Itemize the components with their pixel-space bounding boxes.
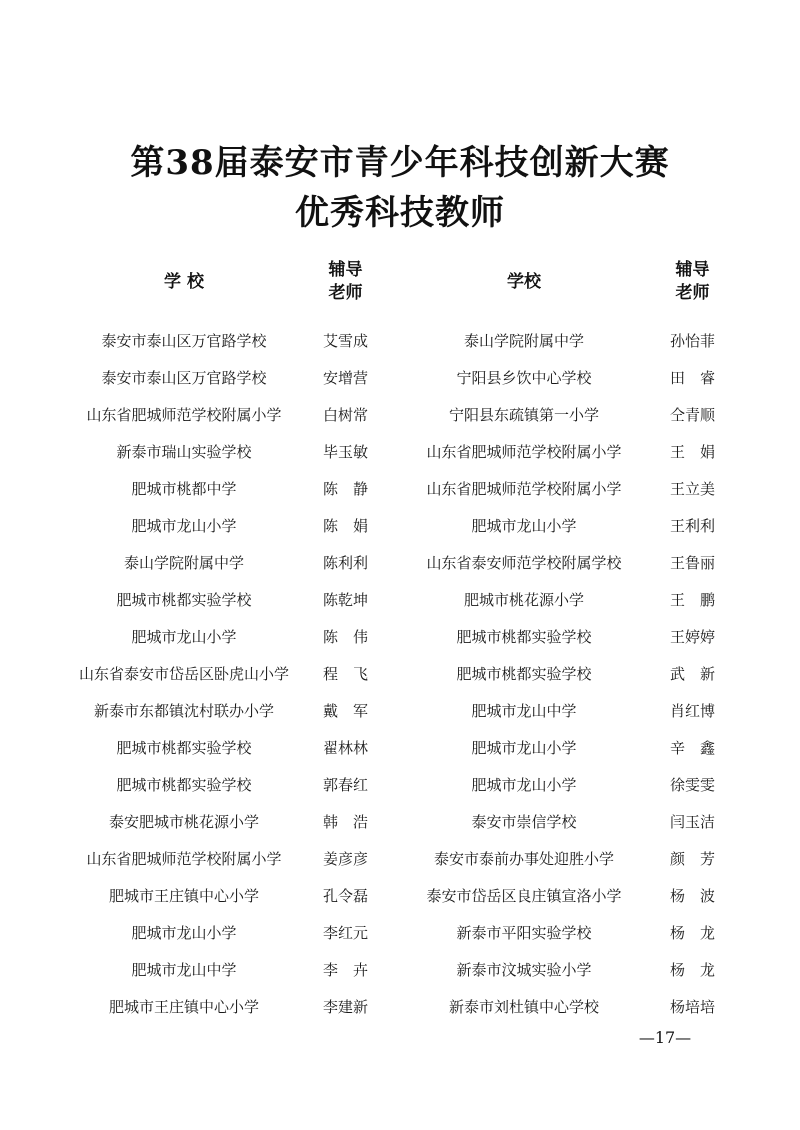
teacher-right-cell: 杨 波 [669, 887, 715, 905]
teacher-left-cell: 毕玉敏 [322, 443, 368, 461]
teacher-left-cell: 陈乾坤 [322, 591, 368, 609]
school-right-cell: 山东省肥城师范学校附属小学 [426, 443, 622, 461]
school-right-cell: 宁阳县东疏镇第一小学 [448, 406, 599, 424]
teacher-roster-table [70, 252, 730, 1025]
school-right-cell: 宁阳县乡饮中心学校 [456, 369, 592, 387]
school-left-cell: 肥城市龙山中学 [131, 961, 237, 979]
table-row [70, 988, 730, 1025]
teacher-right-cell: 王 娟 [669, 443, 715, 461]
teacher-left-cell: 李 卉 [322, 961, 368, 979]
teacher-right-cell: 肖红博 [669, 702, 715, 720]
teacher-left-cell: 翟林林 [322, 739, 368, 757]
teacher-right-cell: 颜 芳 [669, 850, 715, 868]
school-left-cell: 泰安肥城市桃花源小学 [108, 813, 259, 831]
header-teacher-left-line1: 辅导 [328, 260, 363, 280]
school-right-cell: 新泰市平阳实验学校 [456, 924, 592, 942]
school-right-cell: 山东省肥城师范学校附属小学 [426, 480, 622, 498]
school-left-cell: 泰安市泰山区万官路学校 [101, 332, 267, 350]
table-row [70, 322, 730, 359]
table-row [70, 914, 730, 951]
school-right-cell: 肥城市桃花源小学 [463, 591, 584, 609]
table-header [70, 252, 730, 312]
table-row [70, 618, 730, 655]
teacher-left-cell: 艾雪成 [322, 332, 368, 350]
teacher-right-cell: 杨培培 [669, 998, 715, 1016]
school-right-cell: 肥城市龙山中学 [471, 702, 577, 720]
school-right-cell: 肥城市桃都实验学校 [456, 665, 592, 683]
teacher-right-cell: 闫玉洁 [669, 813, 715, 831]
table-row [70, 507, 730, 544]
school-right-cell: 山东省泰安师范学校附属学校 [426, 554, 622, 572]
teacher-left-cell: 陈 伟 [322, 628, 368, 646]
header-teacher-right-line1: 辅导 [675, 260, 710, 280]
header-teacher-left-line2: 老师 [328, 283, 363, 303]
school-left-cell: 新泰市瑞山实验学校 [116, 443, 252, 461]
teacher-left-cell: 安增营 [322, 369, 368, 387]
school-right-cell: 泰安市岱岳区良庄镇宣洛小学 [426, 887, 622, 905]
table-row [70, 470, 730, 507]
school-left-cell: 肥城市桃都中学 [131, 480, 237, 498]
table-row [70, 951, 730, 988]
school-left-cell: 肥城市桃都实验学校 [116, 776, 252, 794]
school-left-cell: 肥城市龙山小学 [131, 628, 237, 646]
school-right-cell: 泰安市崇信学校 [471, 813, 577, 831]
teacher-left-cell: 陈 静 [322, 480, 368, 498]
teacher-right-cell: 杨 龙 [669, 961, 715, 979]
school-left-cell: 山东省肥城师范学校附属小学 [86, 406, 282, 424]
school-left-cell: 肥城市桃都实验学校 [116, 591, 252, 609]
school-right-cell: 泰安市泰前办事处迎胜小学 [433, 850, 614, 868]
header-teacher-right-line2: 老师 [675, 283, 710, 303]
header-spacer [70, 312, 730, 322]
table-row [70, 581, 730, 618]
table-row [70, 396, 730, 433]
table-row [70, 729, 730, 766]
table-row [70, 840, 730, 877]
teacher-right-cell: 辛 鑫 [669, 739, 715, 757]
school-left-cell: 肥城市王庄镇中心小学 [108, 998, 259, 1016]
teacher-left-cell: 白树常 [322, 406, 368, 424]
table-body [70, 312, 730, 1025]
table-row [70, 655, 730, 692]
school-right-cell: 肥城市龙山小学 [471, 517, 577, 535]
school-left-cell: 肥城市龙山小学 [131, 517, 237, 535]
table-row [70, 433, 730, 470]
teacher-right-cell: 徐雯雯 [669, 776, 715, 794]
school-left-cell: 山东省肥城师范学校附属小学 [86, 850, 282, 868]
teacher-left-cell: 陈 娟 [322, 517, 368, 535]
school-right-cell: 肥城市龙山小学 [471, 739, 577, 757]
teacher-left-cell: 姜彦彦 [322, 850, 368, 868]
school-left-cell: 肥城市龙山小学 [131, 924, 237, 942]
page-number: —17— [638, 1028, 692, 1047]
header-school-left: 学 校 [164, 271, 204, 292]
header-teacher-left [298, 252, 393, 312]
document-title [0, 138, 800, 238]
title-line-2: 优秀科技教师 [295, 193, 505, 233]
table-row [70, 359, 730, 396]
school-right-cell: 新泰市汶城实验小学 [456, 961, 592, 979]
table-row [70, 803, 730, 840]
school-left-cell: 山东省泰安市岱岳区卧虎山小学 [78, 665, 289, 683]
table-row [70, 877, 730, 914]
school-left-cell: 泰山学院附属中学 [123, 554, 244, 572]
teacher-left-cell: 陈利利 [322, 554, 368, 572]
teacher-right-cell: 田 睿 [669, 369, 715, 387]
teacher-right-cell: 王婷婷 [669, 628, 715, 646]
header-row [70, 252, 730, 312]
school-left-cell: 泰安市泰山区万官路学校 [101, 369, 267, 387]
school-left-cell: 新泰市东都镇沈村联办小学 [93, 702, 274, 720]
school-left-cell: 肥城市王庄镇中心小学 [108, 887, 259, 905]
teacher-right-cell: 武 新 [669, 665, 715, 683]
teacher-right-cell: 王 鹏 [669, 591, 715, 609]
teacher-right-cell: 孙怡菲 [669, 332, 715, 350]
school-right-cell: 新泰市刘杜镇中心学校 [448, 998, 599, 1016]
table-row [70, 766, 730, 803]
teacher-right-cell: 王鲁丽 [669, 554, 715, 572]
teacher-right-cell: 王利利 [669, 517, 715, 535]
title-line-1: 第38届泰安市青少年科技创新大赛 [130, 143, 670, 183]
school-right-cell: 肥城市桃都实验学校 [456, 628, 592, 646]
teacher-left-cell: 韩 浩 [322, 813, 368, 831]
school-right-cell: 泰山学院附属中学 [463, 332, 584, 350]
teacher-left-cell: 李红元 [322, 924, 368, 942]
school-left-cell: 肥城市桃都实验学校 [116, 739, 252, 757]
teacher-right-cell: 杨 龙 [669, 924, 715, 942]
teacher-left-cell: 戴 军 [322, 702, 368, 720]
header-school-right: 学校 [507, 271, 541, 292]
teacher-left-cell: 郭春红 [322, 776, 368, 794]
table-row [70, 544, 730, 581]
header-teacher-right [655, 252, 730, 312]
teacher-right-cell: 仝青顺 [669, 406, 715, 424]
table-row [70, 692, 730, 729]
teacher-left-cell: 孔令磊 [322, 887, 368, 905]
teacher-left-cell: 李建新 [322, 998, 368, 1016]
school-right-cell: 肥城市龙山小学 [471, 776, 577, 794]
teacher-left-cell: 程 飞 [322, 665, 368, 683]
teacher-right-cell: 王立美 [669, 480, 715, 498]
